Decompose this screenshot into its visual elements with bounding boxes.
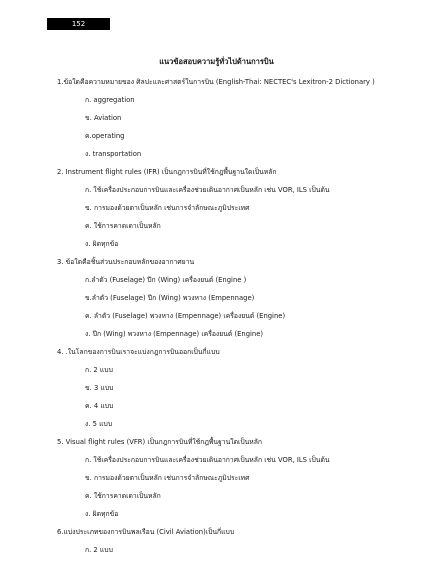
- choice-2a: ก. ใช้เครื่องประกอบการบินและเครื่องช่วยเดินอากาศเป็นหลัก เช่น VOR, ILS เป็นต้น: [85, 186, 330, 194]
- question-1: 1.ข้อใดคือความหมายของ ศิลปะและศาสตร์ในการบิน (English-Thai: NECTEC's Lexitron-2 Dictionary ): [57, 78, 375, 86]
- choice-1d: ง. transportation: [85, 150, 142, 158]
- choice-6a: ก. 2 แบบ: [85, 546, 113, 554]
- choice-2c: ค. ใช้การคาดเดาเป็นหลัก: [85, 222, 161, 230]
- choice-1a: ก. aggregation: [85, 96, 135, 104]
- choice-5a: ก. ใช้เครื่องประกอบการบินและเครื่องช่วยเดินอากาศเป็นหลัก เช่น VOR, ILS เป็นต้น: [85, 456, 330, 464]
- question-list: [57, 73, 429, 559]
- question-3: 3. ข้อใดคือชิ้นส่วนประกอบหลักของอากาศยาน: [57, 258, 195, 266]
- choice-4a: ก. 2 แบบ: [85, 366, 113, 374]
- question-4: 4. .ในโลกของการบินเราจะแบ่งกฎการบินออกเป็นกี่แบบ: [57, 348, 220, 356]
- question-2: 2. Instrument flight rules (IFR) เป็นกฎการบินที่ใช้กฎพื้นฐานใดเป็นหลัก: [57, 168, 277, 176]
- choice-4c: ค. 4 แบบ: [85, 402, 114, 410]
- choice-5b: ข. การมองด้วยตาเป็นหลัก เช่นการจำลักษณะภูมิประเทศ: [85, 474, 250, 482]
- question-5: 5. Visual flight rules (VFR) เป็นกฎการบินที่ใช้กฎพื้นฐานใดเป็นหลัก: [57, 438, 263, 446]
- choice-2b: ข. การมองด้วยตาเป็นหลัก เช่นการจำลักษณะภูมิประเทศ: [85, 204, 250, 212]
- choice-1b: ข. Aviation: [85, 114, 122, 122]
- choice-3b: ข.ลำตัว (Fuselage) ปีก (Wing) พวงหาง (Empennage): [85, 294, 255, 302]
- choice-5d: ง. ผิดทุกข้อ: [85, 510, 119, 518]
- choice-1c: ค.operating: [85, 132, 125, 140]
- choice-4d: ง. 5 แบบ: [85, 420, 113, 428]
- choice-3d: ง. ปีก (Wing) พวงหาง (Empennage) เครื่องยนต์ (Engine): [85, 330, 264, 338]
- choice-3a: ก.ลำตัว (Fuselage) ปีก (Wing) เครื่องยนต์ (Engine ): [85, 276, 247, 284]
- question-6: 6.แบ่งประเภทของการบินพลเรือน (Civil Aviation)เป็นกี่แบบ: [57, 528, 235, 536]
- choice-3c: ค. ลำตัว (Fuselage) พวงหาง (Empennage) เครื่องยนต์ (Engine): [85, 312, 286, 320]
- choice-4b: ข. 3 แบบ: [85, 384, 114, 392]
- choice-2d: ง. ผิดทุกข้อ: [85, 240, 119, 248]
- choice-5c: ค. ใช้การคาดเดาเป็นหลัก: [85, 492, 161, 500]
- page-title: แนวข้อสอบความรู้ทั่วไปด้านการบิน: [159, 57, 274, 66]
- page-number-badge: 152: [47, 18, 110, 30]
